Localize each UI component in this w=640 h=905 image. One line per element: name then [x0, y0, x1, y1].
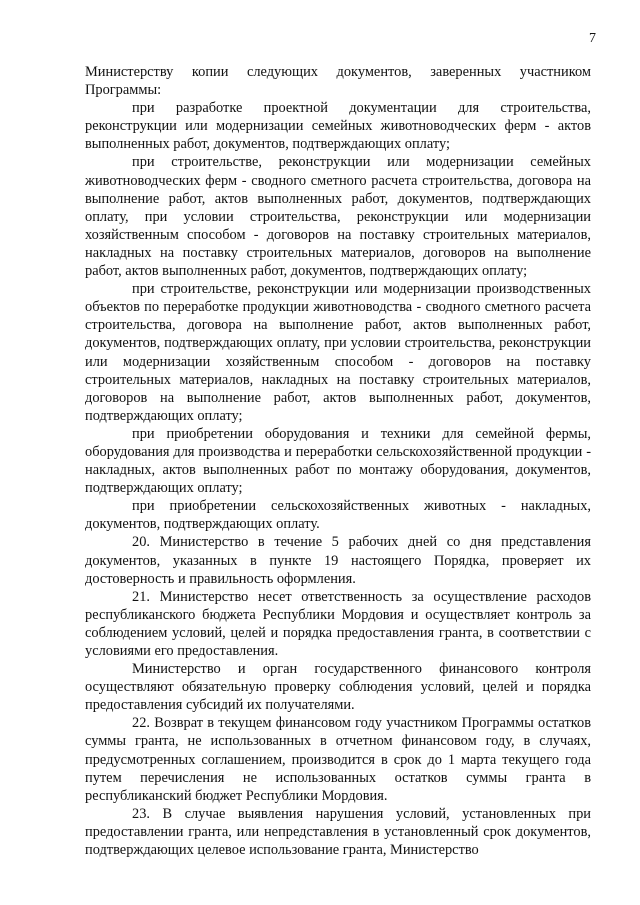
- document-body: [85, 63, 591, 859]
- page-number: 7: [589, 31, 596, 46]
- paragraph: при приобретении сельскохозяйственных животных - накладных, документов, подтверждающих оплату.: [85, 498, 591, 533]
- paragraph: 23. В случае выявления нарушения условий, установленных при предоставлении гранта, или непредставления в установленный срок документов, подтверждающих целевое использование гранта, Министерство: [85, 805, 591, 859]
- paragraph: 20. Министерство в течение 5 рабочих дней со дня представления документов, указанных в пункте 19 настоящего Порядка, проверяет их достоверность и правильность оформления.: [85, 534, 591, 587]
- paragraph: при строительстве, реконструкции или модернизации производственных объектов по переработке продукции животноводства - сводного сметного расчета строительства, договора на выполнение работ, актов выполненных работ, документов, подтверждающих оплату, при условии строительства, реконструкции или модернизации хозяйственным способом - договоров на поставку строительных материалов, накладных на поставку строительных материалов, договоров на выполнение работ, актов выполненных работ, документов, подтверждающих оплату;: [85, 281, 591, 424]
- paragraph: 21. Министерство несет ответственность за осуществление расходов республиканского бюджета Республики Мордовия и осуществляет контроль за соблюдением условий, целей и порядка предоставления гранта, в соответствии с условиями его предоставления.: [85, 588, 591, 659]
- paragraph: Министерство и орган государственного финансового контроля осуществляют обязательную проверку соблюдения условий, целей и порядка предоставления субсидий их получателями.: [85, 661, 591, 714]
- paragraph: при разработке проектной документации для строительства, реконструкции или модернизации семейных животноводческих ферм - актов выполненных работ, документов, подтверждающих оплату;: [85, 100, 591, 153]
- paragraph: Министерству копии следующих документов, заверенных участником Программы:: [85, 64, 591, 99]
- paragraph: при строительстве, реконструкции или модернизации семейных животноводческих ферм - сводного сметного расчета строительства, договора на выполнение работ, актов выполненных работ, документов, подтверждающих оплату, при условии строительства, реконструкции или модернизации хозяйственным способом - договоров на поставку строительных материалов, накладных на поставку строительных материалов, договоров на выполнение работ, актов выполненных работ, документов, подтверждающих оплату;: [85, 154, 591, 280]
- paragraph: при приобретении оборудования и техники для семейной фермы, оборудования для производства и переработки сельскохозяйственной продукции - накладных, актов выполненных работ по монтажу оборудования, документов, подтверждающих оплату;: [85, 425, 591, 497]
- paragraph: 22. Возврат в текущем финансовом году участником Программы остатков суммы гранта, не использованных в отчетном финансовом году, в случаях, предусмотренных соглашением, производится в срок до 1 марта текущего года путем перечисления не использованных остатков суммы гранта в республиканский бюджет Республики Мордовия.: [85, 715, 591, 804]
